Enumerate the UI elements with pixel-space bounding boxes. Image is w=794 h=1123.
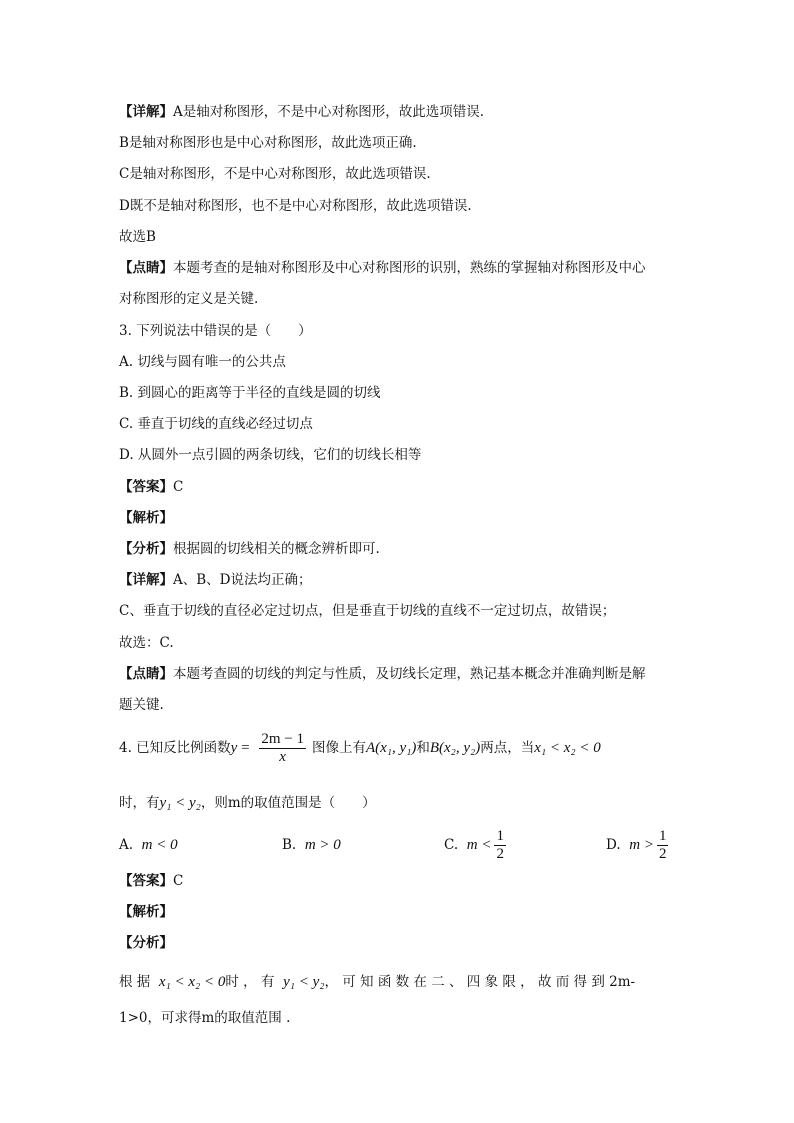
q2-dianjing-line-2: 对称图形的定义是关键. — [119, 291, 259, 307]
q4-y: y — [230, 740, 238, 756]
tag-dianjing: 点睛 — [132, 260, 160, 276]
q2-detail-line-1 — [119, 103, 484, 121]
q3-xiangjie-line — [119, 571, 312, 589]
q4-point-b: B(x₂, y₂) — [429, 740, 481, 756]
q4-frac-den: x — [279, 749, 286, 765]
q4-opt-c-expr: m < — [466, 837, 492, 853]
q4-stem-line-2 — [119, 794, 376, 812]
q4-opt-d-fraction — [657, 828, 669, 863]
q4-jiexi-line — [119, 903, 173, 921]
q3-option-d: D. 从圆外一点引圆的两条切线，它们的切线长相等 — [119, 447, 422, 463]
q4-opt-c-label: C. — [444, 837, 459, 853]
q4-opt-c-fraction — [494, 828, 506, 863]
q4-point-a: A(x₁, y₁) — [365, 740, 417, 756]
bracket-open: 【 — [119, 510, 133, 526]
q3-dianjing-line-1 — [119, 665, 646, 683]
q3-dianjing-text-1: 本题考查圆的切线的判定与性质，及切线长定理，熟记基本概念并准确判断是解 — [173, 666, 646, 682]
tag-fenxi: 分析 — [132, 935, 160, 951]
q4-option-c — [444, 826, 512, 864]
bracket-open: 【 — [119, 666, 133, 682]
q4-option-d — [606, 826, 674, 864]
q4-analysis-line-1 — [119, 973, 635, 991]
q4-analysis-line-2: 1>0，可求得m的取值范围 . — [119, 1010, 291, 1026]
q3-dianjing-line-2: 题关键. — [119, 697, 164, 713]
bracket-open: 【 — [119, 260, 133, 276]
q4-stem-mid1: 图像上有 — [311, 740, 366, 756]
q4-condition: x₁ < x₂ < 0 — [534, 740, 601, 756]
q4-opt-d-expr: m > — [629, 837, 654, 853]
q3-choose: 故选：C. — [119, 635, 174, 651]
q4-opt-d-num: 1 — [658, 828, 667, 844]
q3-answer-line — [119, 478, 183, 496]
q3-option-b: B. 到圆心的距离等于半径的直线是圆的切线 — [119, 385, 381, 401]
q4-option-b — [282, 836, 341, 854]
q4-equals: = — [237, 740, 254, 756]
q4-an-cond-1: x₁ < x₂ < 0 — [158, 974, 226, 990]
tag-jiexi: 解析 — [132, 904, 160, 920]
q4-option-a — [119, 836, 178, 854]
q4-opt-b-label: B. — [282, 837, 297, 853]
bracket-close: 】 — [159, 572, 173, 588]
q4-stem-prefix: 4. 已知反比例函数 — [119, 740, 231, 756]
bracket-open: 【 — [119, 904, 133, 920]
q4-opt-c-num: 1 — [496, 828, 504, 844]
bracket-open: 【 — [119, 873, 133, 889]
bracket-open: 【 — [119, 935, 133, 951]
tag-jiexi: 解析 — [132, 510, 160, 526]
q4-stem-mid2: 两点，当 — [480, 740, 535, 756]
bracket-close: 】 — [159, 541, 173, 557]
q4-opt-a-label: A. — [119, 837, 134, 853]
q3-stem: 3. 下列说法中错误的是（ ） — [119, 323, 312, 339]
q4-opt-c-den: 2 — [496, 846, 504, 862]
bracket-open: 【 — [119, 104, 133, 120]
q3-jiexi-line — [119, 509, 173, 527]
q2-choose: 故选B — [119, 229, 156, 245]
tag-daan: 答案 — [132, 479, 160, 495]
q3-fenxi-line — [119, 540, 380, 558]
q4-fenxi-line — [119, 934, 173, 952]
q4-and: 和 — [416, 740, 430, 756]
tag-dianjing: 点睛 — [132, 666, 160, 682]
bracket-open: 【 — [119, 572, 133, 588]
q3-line-c: C、垂直于切线的直径必定过切点，但是垂直于切线的直线不一定过切点，故错误； — [119, 603, 616, 619]
q4-answer-line — [119, 872, 183, 890]
q4-line2-prefix: 时，有 — [119, 795, 160, 811]
q2-detail-text-1: A是轴对称图形，不是中心对称图形，故此选项错误. — [173, 104, 485, 120]
tag-daan: 答案 — [132, 873, 160, 889]
q4-opt-d-den: 2 — [658, 846, 667, 862]
q4-an-cond-2: y₁ < y₂ — [283, 974, 325, 990]
q4-fraction — [259, 731, 306, 766]
tag-xiangjie: 详解 — [132, 572, 160, 588]
q4-answer: C — [173, 873, 184, 889]
bracket-close: 】 — [159, 479, 173, 495]
bracket-open: 【 — [119, 479, 133, 495]
q2-detail-line-4: D既不是轴对称图形，也不是中心对称图形，故此选项错误. — [119, 198, 472, 214]
bracket-close: 】 — [159, 104, 173, 120]
q4-condition-2: y₁ < y₂ — [159, 795, 201, 811]
q2-dianjing-line-1 — [119, 259, 646, 277]
q2-detail-line-2: B是轴对称图形也是中心对称图形，故此选项正确. — [119, 135, 417, 151]
q4-frac-num: 2m − 1 — [261, 731, 304, 747]
q4-an-3: ， 可 知 函 数 在 二 、 四 象 限 ， 故 而 得 到 2m- — [324, 974, 636, 990]
q4-an-2: 时 ， 有 — [225, 974, 275, 990]
tag-fenxi: 分析 — [132, 541, 160, 557]
q3-fenxi-text: 根据圆的切线相关的概念辨析即可. — [173, 541, 380, 557]
q4-opt-d-label: D. — [606, 837, 621, 853]
q2-detail-line-3: C是轴对称图形，不是中心对称图形，故此选项错误. — [119, 166, 431, 182]
q4-line2-suffix: ，则m的取值范围是（ ） — [200, 795, 376, 811]
q4-stem-line-1 — [119, 731, 601, 766]
bracket-open: 【 — [119, 541, 133, 557]
q3-xiangjie-text: A、B、D说法均正确； — [173, 572, 312, 588]
q3-option-a: A. 切线与圆有唯一的公共点 — [119, 354, 286, 370]
q3-option-c: C. 垂直于切线的直线必经过切点 — [119, 416, 313, 432]
q3-answer: C — [173, 479, 184, 495]
q4-opt-a-expr: m < 0 — [141, 837, 178, 853]
bracket-close: 】 — [159, 260, 173, 276]
bracket-close: 】 — [159, 873, 173, 889]
bracket-close: 】 — [159, 666, 173, 682]
bracket-close: 】 — [159, 510, 173, 526]
q4-opt-b-expr: m > 0 — [304, 837, 341, 853]
bracket-close: 】 — [159, 904, 173, 920]
tag-xiangjie: 详解 — [132, 104, 160, 120]
q2-dianjing-text-1: 本题考查的是轴对称图形及中心对称图形的识别，熟练的掌握轴对称图形及中心 — [173, 260, 646, 276]
q4-an-1: 根 据 — [119, 974, 151, 990]
bracket-close: 】 — [159, 935, 173, 951]
